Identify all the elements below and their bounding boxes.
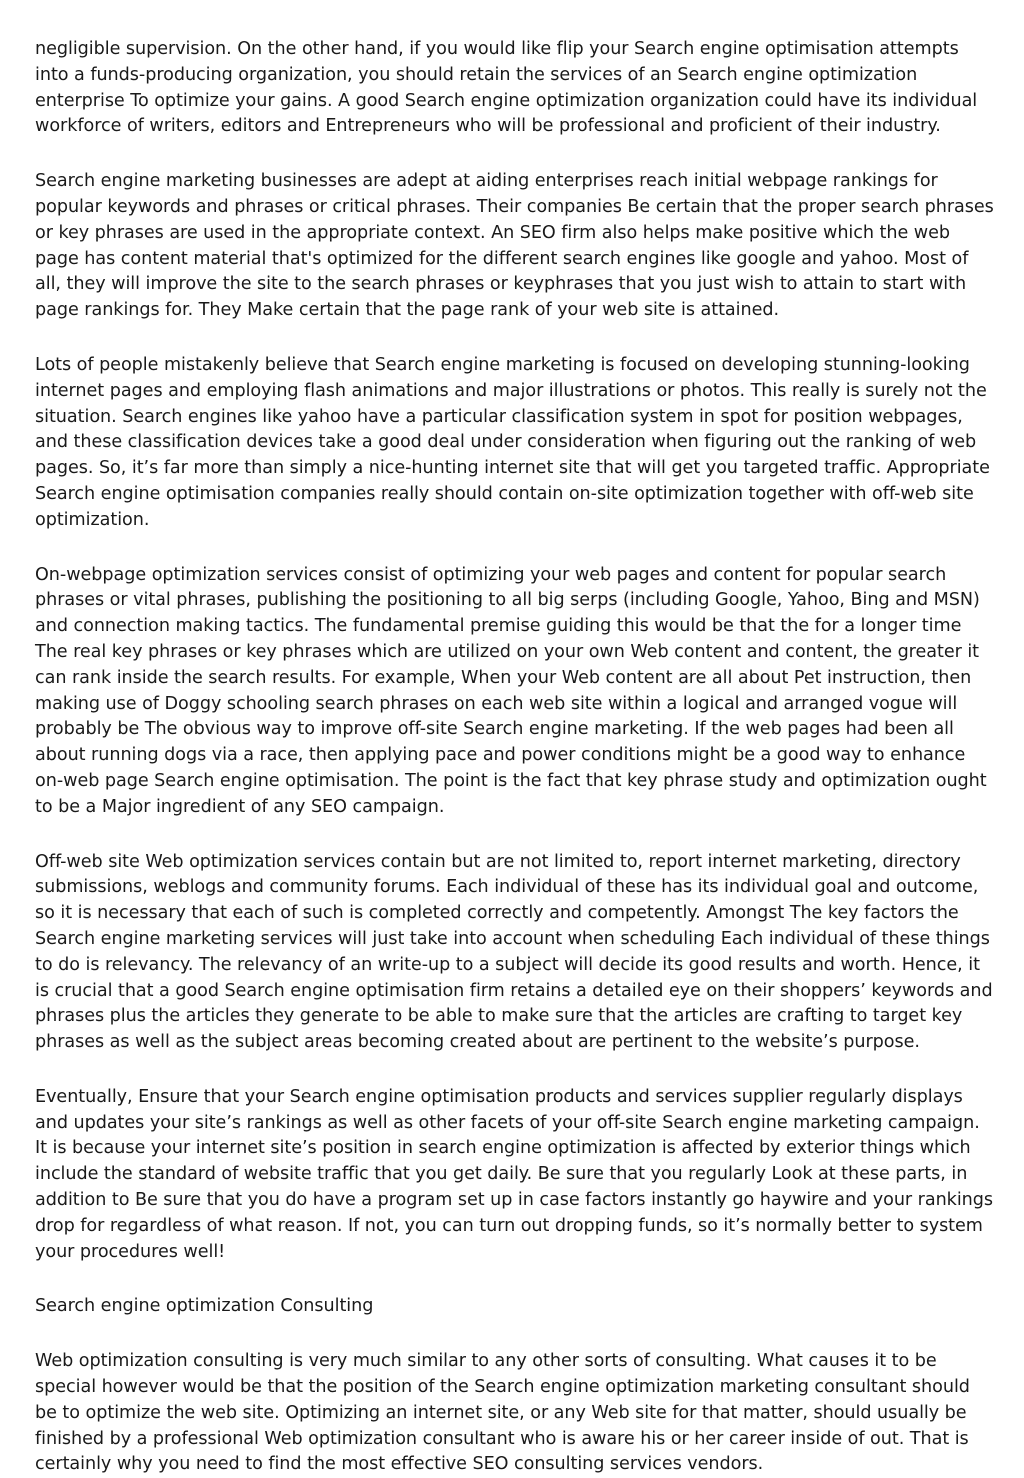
paragraph-5: Off-web site Web optimization services contain but are not limited to, report internet marketing, directory submissions, weblogs and community forums. Each individual of these has its individual goal and outcome, so it is necessary that each of such is completed correctly and competently. Amongst The key factors the Search engine marketing services will just take into account when scheduling Each individual of these things to do is relevancy. The relevancy of an write-up to a subject will decide its good results and worth. Hence, it is crucial that a good Search engine optimisation firm retains a detailed eye on their shoppers’ keywords and phrases plus the articles they generate to be able to make sure that the articles are crafting to target key phrases as well as the subject areas becoming created about are pertinent to the website’s purpose. [35,851,993,1053]
paragraph-6: Eventually, Ensure that your Search engine optimisation products and services supplier regularly displays and updates your site’s rankings as well as other facets of your off-site Search engine marketing campaign. It is because your internet site’s position in search engine optimization is affected by exterior things which include the standard of website traffic that you get daily. Be sure that you regularly Look at these parts, in addition to Be sure that you do have a program set up in case factors instantly go haywire and your rankings drop for regardless of what reason. If not, you can turn out dropping funds, so it’s normally better to system your procedures well! [35,1086,993,1262]
section-heading: Search engine optimization Consulting [35,1296,374,1317]
paragraph-2: Search engine marketing businesses are adept at aiding enterprises reach initial webpage rankings for popular keywords and phrases or critical phrases. Their companies Be certain that the proper search phrases or key phrases are used in the appropriate context. An SEO firm also helps make positive which the web page has content material that's optimized for the different search engines like google and yahoo. Most of all, they will improve the site to the search phrases or keyphrases that you just wish to attain to start with page rankings for. They Make certain that the page rank of your web site is attained. [35,171,994,321]
paragraph-4: On-webpage optimization services consist of optimizing your web pages and content for popular search phrases or vital phrases, publishing the positioning to all big serps (including Google, Yahoo, Bing and MSN) and connection making tactics. The fundamental premise guiding this would be that the for a longer time The real key phrases or key phrases which are utilized on your own Web content and content, the greater it can rank inside the search results. For example, When your Web content are all about Pet instruction, then making use of Doggy schooling search phrases on each web site within a logical and arranged vogue will probably be The obvious way to improve off-site Search engine marketing. If the web pages had been all about running dogs via a race, then applying pace and power conditions might be a good way to enhance on-web page Search engine optimisation. The point is the fact that key phrase study and optimization ought to be a Major ingredient of any SEO campaign. [35,564,987,817]
paragraph-7: Web optimization consulting is very much similar to any other sorts of consulting. What causes it to be special however would be that the position of the Search engine optimization marketing consultant should be to optimize the web site. Optimizing an internet site, or any Web site for that matter, should usually be finished by a professional Web optimization consultant who is aware his or her career inside of out. That is certainly why you need to find the most effective SEO consulting services vendors. [35,1351,970,1475]
paragraph-3: Lots of people mistakenly believe that Search engine marketing is focused on developing stunning-looking internet pages and employing flash animations and major illustrations or photos. This really is surely not the situation. Search engines like yahoo have a particular classification system in spot for position webpages, and these classification devices take a good deal under consideration when figuring out the ranking of web pages. So, it’s far more than simply a nice-hunting internet site that will get you targeted traffic. Appropriate Search engine optimisation companies really should contain on-site optimization together with off-web site optimization. [35,354,990,530]
paragraph-1: negligible supervision. On the other hand, if you would like flip your Search engine optimisation attempts into a funds-producing organization, you should retain the services of an Search engine optimization enterprise To optimize your gains. A good Search engine optimization organization could have its individual workforce of writers, editors and Entrepreneurs who will be professional and proficient of their industry. [35,39,978,137]
